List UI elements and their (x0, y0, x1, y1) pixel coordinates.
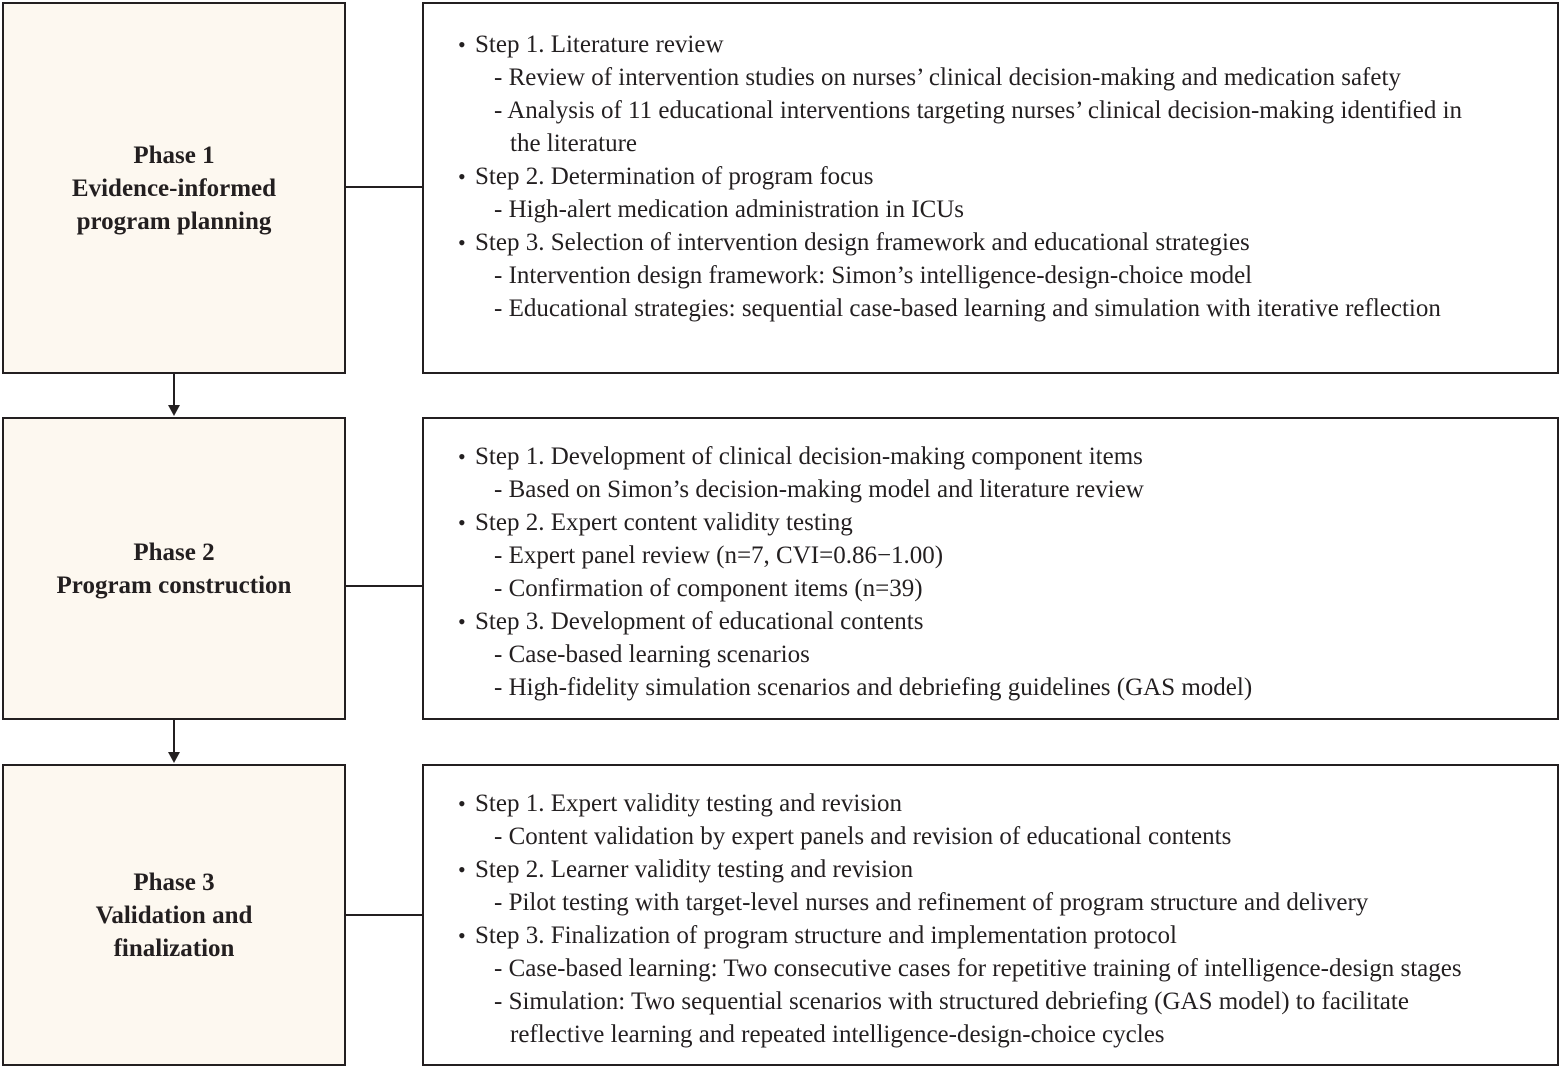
phase-3-title-line-2: Validation and (95, 901, 253, 929)
phase-1-box (2, 2, 346, 374)
phase-2-step-1: • Step 1. Development of clinical decision-making component items (458, 440, 1547, 473)
phase-2-box (2, 417, 346, 720)
phase-3-step-1-sub-1: - Content validation by expert panels and revision of educational contents (494, 823, 1232, 850)
phase-1-title-line-2: Evidence-informed (71, 174, 277, 202)
phase-2-title-line-2: Program construction (56, 571, 292, 599)
phase-3-step-3-sub-1: - Case-based learning: Two consecutive cases for repetitive training of intelligence-design stages (494, 955, 1462, 982)
phase-2-step-3-sub-2: - High-fidelity simulation scenarios and debriefing guidelines (GAS model) (494, 674, 1253, 701)
phase-1-step-1-sub-1: - Review of intervention studies on nurses’ clinical decision-making and medication safety (494, 64, 1401, 91)
phase-2-step-3: • Step 3. Development of educational contents (458, 605, 1547, 638)
phase-1-connector (346, 186, 422, 188)
phase-3-title-line-1: Phase 3 (133, 868, 215, 896)
phase-1-step-3-sub-1: - Intervention design framework: Simon’s intelligence-design-choice model (494, 262, 1253, 289)
phase-1-step-1-sub-2: - Analysis of 11 educational interventions targeting nurses’ clinical decision-making identified in the literature (494, 97, 1463, 157)
arrow-phase-1-to-2-head (168, 405, 180, 416)
phase-2-details (422, 417, 1559, 720)
phase-2-step-2-sub-2: - Confirmation of component items (n=39) (494, 575, 923, 602)
phase-1-step-2: • Step 2. Determination of program focus (458, 160, 1547, 193)
phase-3-step-3: • Step 3. Finalization of program structure and implementation protocol (458, 919, 1547, 952)
phase-1-details (422, 2, 1559, 374)
phase-2-step-1-sub-1: - Based on Simon’s decision-making model and literature review (494, 476, 1144, 503)
phase-3-connector (346, 914, 422, 916)
phase-3-step-2-sub-1: - Pilot testing with target-level nurses and refinement of program structure and delivery (494, 889, 1369, 916)
phase-2-step-2-sub-1: - Expert panel review (n=7, CVI=0.86−1.00) (494, 542, 944, 569)
phase-1-title-line-3: program planning (76, 207, 272, 235)
phase-1-step-3: • Step 3. Selection of intervention design framework and educational strategies (458, 226, 1547, 259)
phase-3-title-line-3: finalization (113, 934, 235, 962)
phase-2-step-2: • Step 2. Expert content validity testing (458, 506, 1547, 539)
phase-2-connector (346, 585, 422, 587)
phase-3-details (422, 764, 1559, 1066)
phase-1-step-1: • Step 1. Literature review (458, 28, 1547, 61)
phase-3-box (2, 764, 346, 1066)
phase-1-title-line-1: Phase 1 (133, 141, 215, 169)
phase-2-title-line-1: Phase 2 (133, 538, 215, 566)
phase-2-step-3-sub-1: - Case-based learning scenarios (494, 641, 810, 668)
arrow-phase-1-to-2-line (173, 374, 175, 406)
phase-3-step-1: • Step 1. Expert validity testing and revision (458, 787, 1547, 820)
phase-1-step-3-sub-2: - Educational strategies: sequential case-based learning and simulation with iterative reflection (494, 295, 1441, 322)
phase-3-step-3-sub-2: - Simulation: Two sequential scenarios with structured debriefing (GAS model) to facilitate reflective learning and repeated intelligence-design-choice cycles (494, 988, 1409, 1048)
phase-1-step-2-sub-1: - High-alert medication administration in ICUs (494, 196, 965, 223)
arrow-phase-2-to-3-line (173, 720, 175, 753)
arrow-phase-2-to-3-head (168, 752, 180, 763)
phase-3-step-2: • Step 2. Learner validity testing and revision (458, 853, 1547, 886)
